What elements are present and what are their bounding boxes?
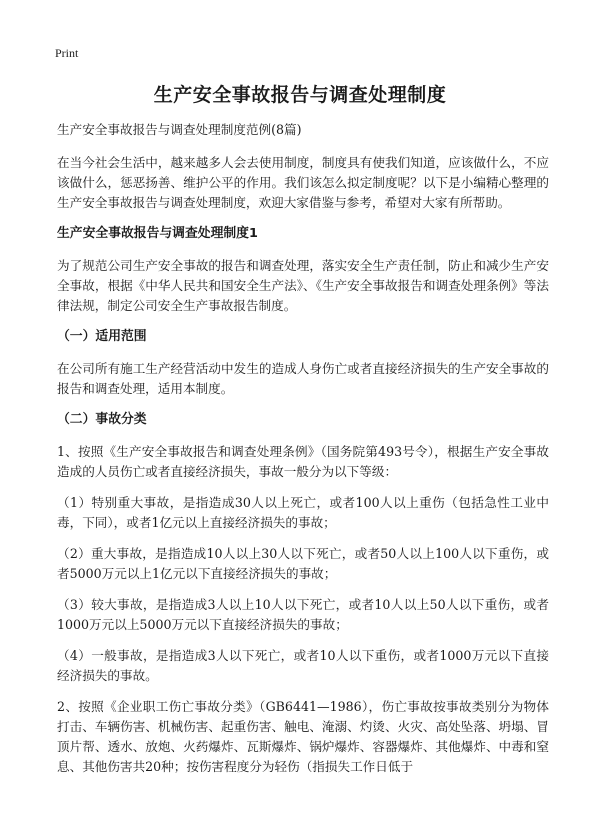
classification-item: （4）一般事故，是指造成3人以下死亡，或者10人以下重伤，或者1000万元以下直接经济损失的事故。 [57,648,549,683]
document-title: 生产安全事故报告与调查处理制度 [153,84,447,106]
section-heading: 生产安全事故报告与调查处理制度1 [57,226,258,241]
classification-paragraph: 2、按照《企业职工伤亡事故分类》（GB6441—1986），伤亡事故按事故类别分为物体打击、车辆伤害、机械伤害、起重伤害、触电、淹溺、灼烫、火灾、高处坠落、坍塌、冒顶片帮、透水、放炮、火药爆炸、瓦斯爆炸、锅炉爆炸、容器爆炸、其他爆炸、中毒和窒息、其他伤害共20种；按伤害程度分为轻伤（指损失工作日低于 [57,699,549,774]
document-body [57,120,549,788]
scope-paragraph: 在公司所有施工生产经营活动中发生的造成人身伤亡或者直接经济损失的生产安全事故的报告和调查处理，适用本制度。 [57,361,549,396]
section-paragraph: 为了规范公司生产安全事故的报告和调查处理，落实安全生产责任制，防止和减少生产安全事故，根据《中华人民共和国安全生产法》、《生产安全事故报告和调查处理条例》等法律法规，制定公司安全生产事故报告制度。 [57,258,549,313]
print-label[interactable]: Print [55,46,79,60]
document-subtitle: 生产安全事故报告与调查处理制度范例(8篇) [57,122,302,137]
classification-item: （3）较大事故，是指造成3人以上10人以下死亡，或者10人以上50人以下重伤，或者1000万元以上5000万元以下直接经济损失的事故； [57,597,549,632]
scope-heading: （一）适用范围 [57,329,147,344]
classification-item: （2）重大事故，是指造成10人以上30人以下死亡，或者50人以上100人以下重伤，或者5000万元以上1亿元以下直接经济损失的事故； [57,546,549,581]
intro-paragraph: 在当今社会生活中，越来越多人会去使用制度，制度具有使我们知道，应该做什么，不应该做什么，惩恶扬善、维护公平的作用。我们该怎么拟定制度呢？以下是小编精心整理的生产安全事故报告与调查处理制度，欢迎大家借鉴与参考，希望对大家有所帮助。 [57,155,549,210]
classification-paragraph: 1、按照《生产安全事故报告和调查处理条例》（国务院第493号令），根据生产安全事故造成的人员伤亡或者直接经济损失，事故一般分为以下等级： [57,444,549,479]
classification-item: （1）特别重大事故，是指造成30人以上死亡，或者100人以上重伤（包括急性工业中毒，下同），或者1亿元以上直接经济损失的事故； [57,495,549,530]
classification-heading: （二）事故分类 [57,412,147,427]
